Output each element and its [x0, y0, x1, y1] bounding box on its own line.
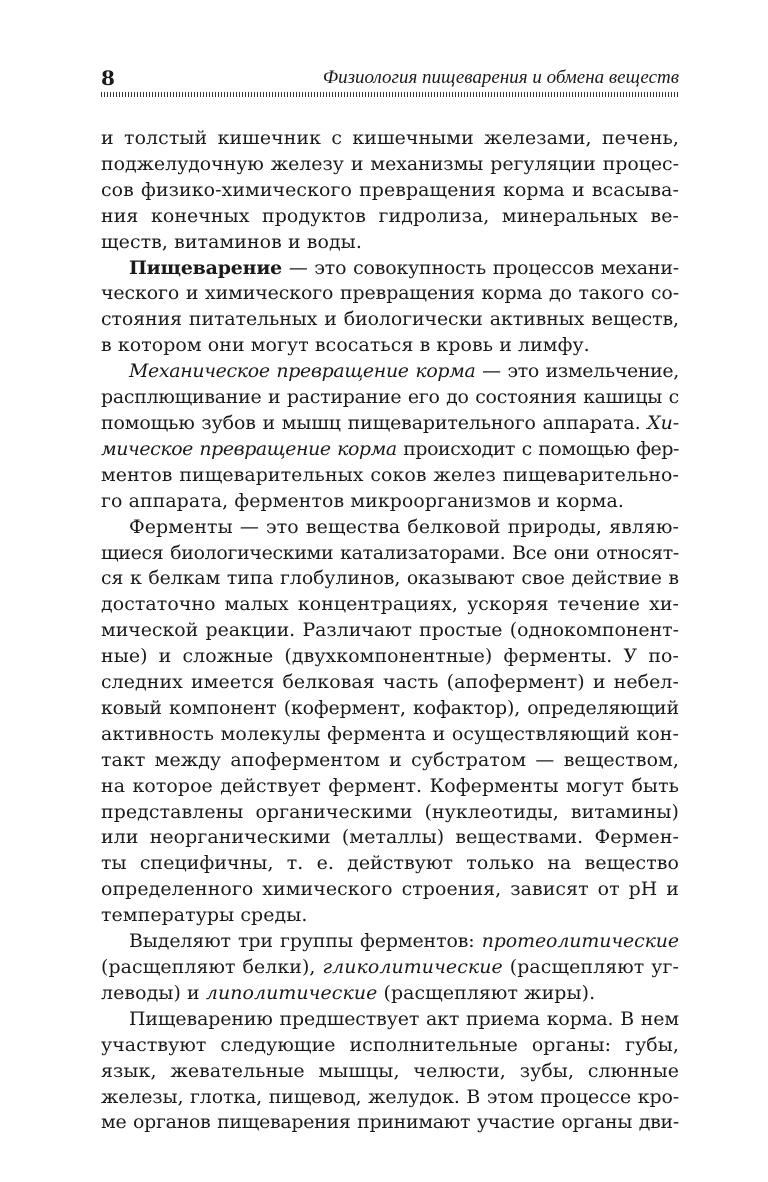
text-segment: леводы) и	[101, 981, 206, 1004]
term-glycolytic: гликолитические	[322, 956, 503, 978]
text-line	[101, 411, 679, 437]
text-segment: происходит с помощью фер-	[396, 437, 679, 460]
text-line: ществ, витаминов и воды.	[101, 230, 362, 253]
text-line: ные) и сложные (двухкомпонентные) ферменты. У по-	[101, 645, 679, 668]
paragraph	[101, 256, 679, 360]
paragraph	[101, 1007, 679, 1137]
text-line	[101, 256, 679, 282]
paragraph	[101, 515, 679, 930]
term-chemical-start: Хи-	[647, 411, 679, 434]
text-line: поджелудочную железу и механизмы регуляции процес-	[101, 152, 679, 175]
page-number: 8	[101, 66, 115, 90]
text-line: мической реакции. Различают простые (однокомпонент-	[101, 619, 679, 642]
text-line: Пищеварению предшествует акт приема корма. В нем	[129, 1007, 679, 1030]
text-line: ме органов пищеварения принимают участие органы дви-	[101, 1111, 679, 1134]
text-line	[101, 929, 679, 955]
text-line: ты специфичны, т. е. действуют только на вещество	[101, 852, 679, 875]
term-lipolytic: липолитические	[205, 981, 378, 1004]
text-line: щиеся биологическими катализаторами. Все они относят-	[101, 541, 679, 564]
term-digestion: Пищеварение	[129, 256, 283, 279]
header-rule	[101, 92, 679, 97]
term-mechanical: Механическое превращение корма	[129, 360, 476, 383]
text-line: ся к белкам типа глобулинов, оказывают свое действие в	[101, 567, 679, 590]
text-line: сов физико-химического превращения корма и всасыва-	[101, 178, 679, 201]
page-header	[101, 66, 679, 96]
term-proteolytic: протеолитические	[481, 930, 679, 953]
text-line: железы, глотка, пищевод, желудок. В этом процессе кро-	[101, 1085, 679, 1108]
text-line: ментов пищеварительных соков желез пищеварительно-	[101, 463, 679, 486]
text-line	[101, 437, 679, 463]
text-line: ческого и химического превращения корма до такого со-	[101, 282, 679, 305]
text-segment: — это измельчение,	[475, 360, 680, 383]
text-line: или неорганическими (металлы) веществами. Фермен-	[101, 826, 679, 849]
text-line: на которое действует фермент. Коферменты могут быть	[101, 774, 679, 797]
text-line: определенного химического строения, зависят от рН и	[101, 878, 679, 901]
text-segment: — это совокупность процессов механи-	[282, 256, 679, 279]
text-line: язык, жевательные мышцы, челюсти, зубы, слюнные	[101, 1059, 679, 1082]
text-line: го аппарата, ферментов микроорганизмов и корма.	[101, 489, 624, 512]
text-line	[101, 955, 679, 981]
text-segment: (расщепляют белки),	[101, 956, 323, 978]
text-segment: Выделяют три группы ферментов:	[129, 930, 482, 953]
running-title: Физиология пищеварения и обмена веществ	[322, 67, 679, 88]
text-segment: помощью зубов и мышц пищеварительного аппарата.	[101, 411, 648, 434]
text-line: представлены органическими (нуклеотиды, витамины)	[101, 800, 679, 823]
text-line: достаточно малых концентрациях, ускоряя течение хи-	[101, 593, 679, 616]
text-line: и толстый кишечник с кишечными железами, печень,	[101, 127, 679, 149]
text-line: температуры среды.	[101, 904, 308, 927]
text-line: такт между апоферментом и субстратом — веществом,	[101, 748, 679, 771]
term-chemical-end: мическое превращение корма	[101, 437, 397, 460]
text-line: следних имеется белковая часть (апофермент) и небел-	[101, 671, 679, 694]
text-line: расплющивание и растирание его до состояния кашицы с	[101, 386, 679, 409]
text-line	[101, 359, 679, 385]
text-line	[101, 981, 679, 1007]
text-segment: (расщепляют жиры).	[377, 981, 596, 1004]
text-line: ковый компонент (кофермент, кофактор), определяющий	[101, 696, 679, 719]
paragraph	[101, 359, 679, 514]
text-segment: (расщепляют уг-	[502, 956, 679, 978]
text-line: ния конечных продуктов гидролиза, минеральных ве-	[101, 204, 679, 227]
text-line: в котором они могут всосаться в кровь и лимфу.	[101, 334, 590, 357]
text-line: Ферменты — это вещества белковой природы, являю-	[129, 515, 679, 538]
text-line: активность молекулы фермента и осуществляющий кон-	[101, 722, 679, 745]
paragraph	[101, 126, 679, 256]
text-line: стояния питательных и биологически активных веществ,	[101, 308, 679, 331]
body-text	[101, 126, 679, 1136]
paragraph	[101, 929, 679, 1007]
text-line: участвуют следующие исполнительные органы: губы,	[101, 1033, 679, 1056]
